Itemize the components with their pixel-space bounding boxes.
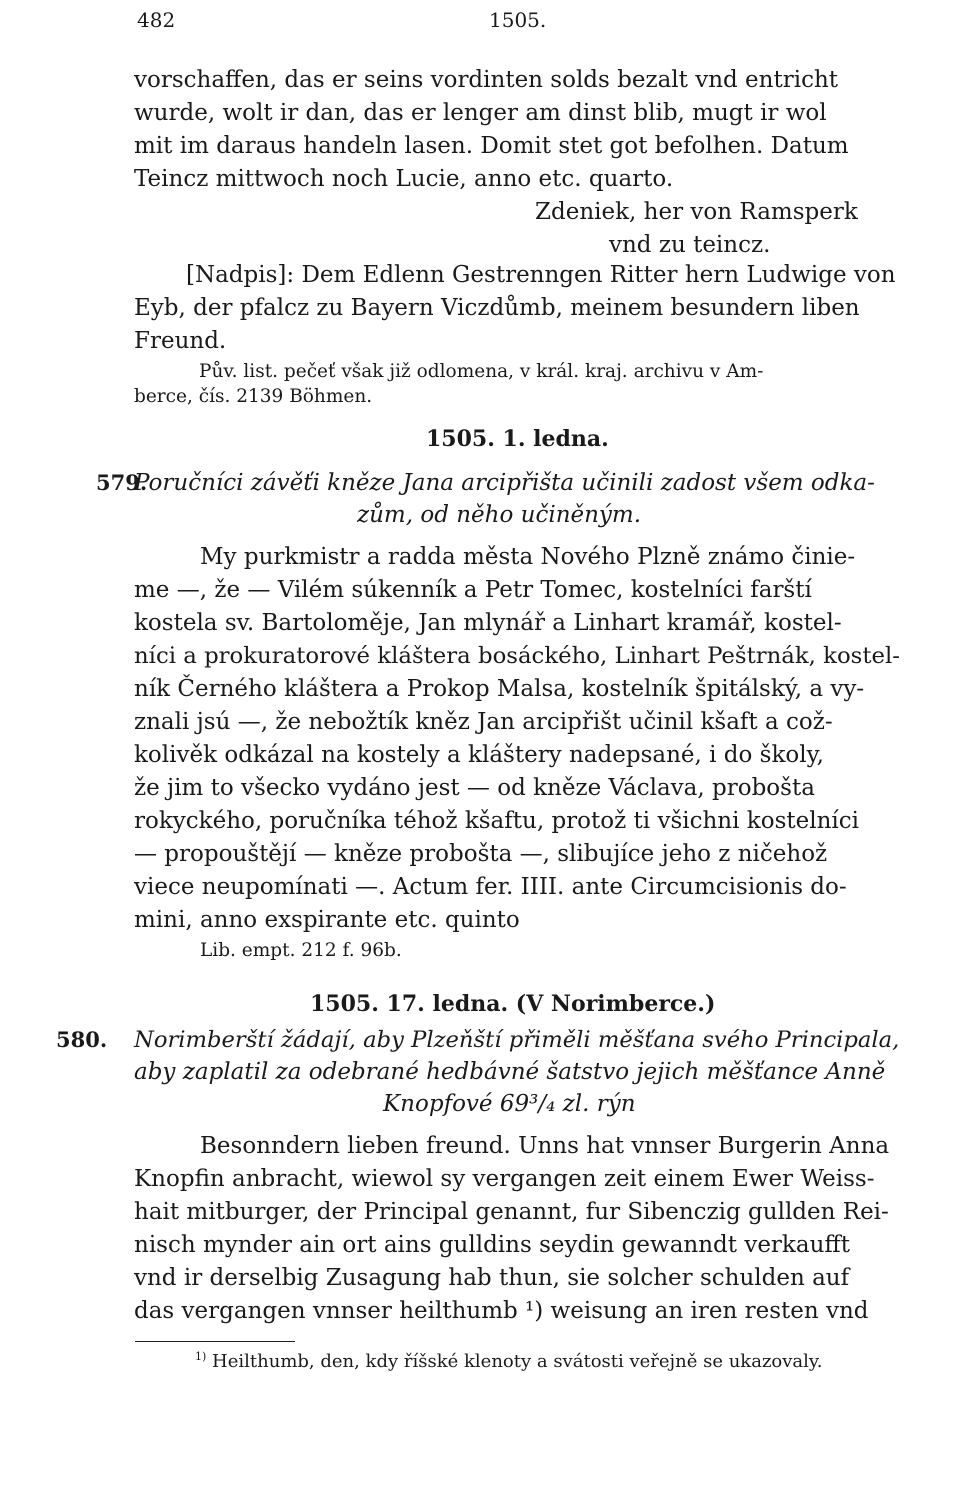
footnote-text: Heilthumb, den, kdy říšské klenoty a svátosti veřejně se ukazovaly. — [212, 1351, 823, 1372]
footnote-marker: 1) — [195, 1350, 207, 1363]
doc580-date: 1505. 17. ledna. (V Norimberce.) — [310, 991, 716, 1017]
doc580-regest-2: aby zaplatil za odebrané hedbávné šatstvo jejich měšťance Anně — [134, 1059, 886, 1085]
doc580-line-3: hait mitburger, der Principal genannt, fur Sibenczig gullden Rei- — [134, 1199, 889, 1225]
doc578-line-2: wurde, wolt ir dan, das er lenger am dinst blib, mugt ir wol — [134, 100, 827, 126]
running-year: 1505. — [489, 8, 547, 32]
doc580-regest-3: Knopfové 69³/₄ zl. rýn — [383, 1091, 636, 1117]
doc578-signature-1: Zdeniek, her von Ramsperk — [535, 199, 858, 225]
doc579-line-10: — propouštějí — kněze probošta —, slibujíce jeho z ničehož — [134, 841, 828, 867]
doc579-line-2: me —, že — Vilém súkenník a Petr Tomec, kostelníci farští — [134, 577, 812, 603]
doc580-line-4: nisch mynder ain ort ains gulldins seydin gewanndt verkaufft — [134, 1232, 850, 1258]
doc578-signature-2: vnd zu teincz. — [609, 232, 771, 258]
doc579-line-4: níci a prokuratorové kláštera bosáckého, Linhart Peštrnák, kostel- — [134, 643, 900, 669]
footnote — [195, 1350, 822, 1372]
doc580-line-6: das vergangen vnnser heilthumb ¹) weisung an iren resten vnd — [134, 1298, 869, 1324]
doc579-regest-2: zům, od něho učiněným. — [357, 502, 642, 528]
page-number: 482 — [137, 8, 176, 32]
doc579-line-8: že jim to všecko vydáno jest — od kněze Václava, probošta — [134, 775, 815, 801]
doc578-source-1: Pův. list. pečeť však již odlomena, v král. kraj. archivu v Am- — [199, 361, 764, 382]
doc580-line-1: Besonndern lieben freund. Unns hat vnnser Burgerin Anna — [200, 1133, 890, 1159]
doc579-line-1: My purkmistr a radda města Nového Plzně známo činie- — [200, 544, 856, 570]
doc580-line-2: Knopfin anbracht, wiewol sy vergangen zeit einem Ewer Weiss- — [134, 1166, 875, 1192]
doc579-line-11: viece neupomínati —. Actum fer. IIII. ante Circumcisionis do- — [134, 874, 847, 900]
doc578-line-3: mit im daraus handeln lasen. Domit stet got befolhen. Datum — [134, 133, 849, 159]
doc579-source: Lib. empt. 212 f. 96b. — [200, 940, 402, 961]
doc579-line-7: kolivěk odkázal na kostely a kláštery nadepsané, i do školy, — [134, 742, 824, 768]
doc580-line-5: vnd ir derselbig Zusagung hab thun, sie solcher schulden auf — [134, 1265, 850, 1291]
doc579-line-9: rokyckého, poručníka téhož kšaftu, protož ti všichni kostelníci — [134, 808, 859, 834]
doc579-number: 579. — [96, 470, 148, 495]
doc578-address-1: [Nadpis]: Dem Edlenn Gestrenngen Ritter hern Ludwige von — [186, 262, 896, 288]
doc579-regest-1: Poručníci závěťi kněze Jana arcipřišta učinili zadost všem odka- — [134, 470, 875, 496]
doc578-address-2: Eyb, der pfalcz zu Bayern Viczdůmb, meinem besundern liben — [134, 295, 860, 321]
doc580-regest-1: Norimberští žádají, aby Plzeňští přiměli měšťana svého Principala, — [134, 1027, 900, 1053]
doc578-address-3: Freund. — [134, 328, 227, 354]
doc578-source-2: berce, čís. 2139 Böhmen. — [134, 386, 373, 407]
doc578-line-4: Teincz mittwoch noch Lucie, anno etc. quarto. — [134, 166, 674, 192]
doc579-date: 1505. 1. ledna. — [426, 426, 609, 452]
doc579-line-5: ník Černého kláštera a Prokop Malsa, kostelník špitálský, a vy- — [134, 676, 865, 702]
doc579-line-6: znali jsú —, že nebožtík kněz Jan arcipřišt učinil kšaft a což- — [134, 709, 833, 735]
doc578-line-1: vorschaffen, das er seins vordinten solds bezalt vnd entricht — [134, 67, 839, 93]
doc580-number: 580. — [56, 1027, 108, 1052]
footnote-rule — [135, 1341, 295, 1342]
doc579-line-12: mini, anno exspirante etc. quinto — [134, 907, 520, 933]
doc579-line-3: kostela sv. Bartoloměje, Jan mlynář a Linhart kramář, kostel- — [134, 610, 842, 636]
